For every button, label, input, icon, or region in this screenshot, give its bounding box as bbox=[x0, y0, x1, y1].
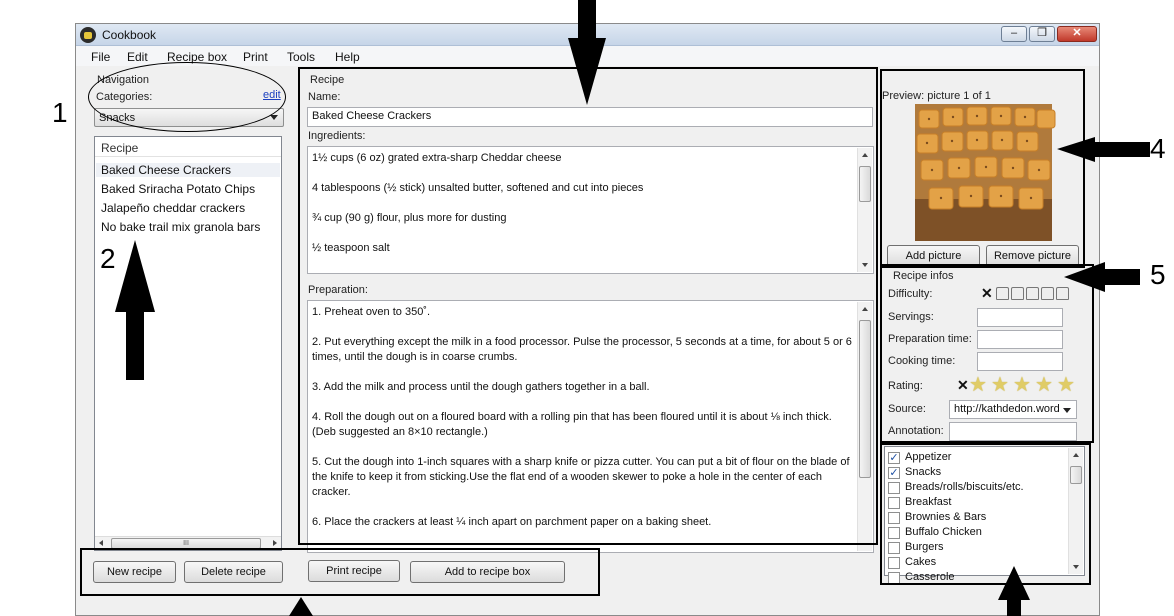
preparation-time-label: Preparation time: bbox=[888, 333, 972, 345]
ingredient-line: 1½ cups (6 oz) grated extra-sharp Cheddar cheese bbox=[312, 152, 562, 164]
preparation-step: 3. Add the milk and process until the dough gathers together in a ball. bbox=[312, 381, 650, 393]
checkbox-checked-icon[interactable]: ✓ bbox=[889, 467, 899, 479]
star-icon[interactable]: ★ bbox=[991, 374, 1009, 396]
callout-arrow-left-icon bbox=[1057, 137, 1150, 162]
ingredients-label: Ingredients: bbox=[308, 130, 366, 142]
menu-recipe-box[interactable]: Recipe box bbox=[167, 50, 228, 64]
star-icon[interactable]: ★ bbox=[969, 374, 987, 396]
callout-arrow-up-icon bbox=[289, 597, 313, 616]
menu-edit[interactable]: Edit bbox=[127, 50, 148, 64]
window-title: Cookbook bbox=[102, 28, 157, 42]
preparation-step: 5. Cut the dough into 1-inch squares with a sharp knife or pizza cutter. You can put a bit of flour on the blade of the knife to keep it from sticking.Use the flat end of a wooden skewer to poke a hole in the center of each cracker. bbox=[312, 456, 850, 498]
recipe-infos-label: Recipe infos bbox=[893, 270, 954, 282]
callout-number: 1 bbox=[52, 97, 68, 128]
category-label: Burgers bbox=[905, 541, 944, 553]
add-picture-button[interactable]: Add picture bbox=[887, 245, 980, 267]
print-recipe-button[interactable]: Print recipe bbox=[308, 560, 400, 582]
star-icon[interactable]: ★ bbox=[1035, 374, 1053, 396]
new-recipe-button[interactable]: New recipe bbox=[93, 561, 176, 583]
source-value: http://kathdedon.word bbox=[954, 403, 1060, 415]
edit-categories-link[interactable]: edit bbox=[263, 89, 281, 101]
navigation-group-label: Navigation bbox=[97, 74, 149, 86]
preview-label: Preview: picture 1 of 1 bbox=[882, 90, 991, 102]
menu-help[interactable]: Help bbox=[335, 50, 360, 64]
servings-label: Servings: bbox=[888, 311, 934, 323]
difficulty-label: Difficulty: bbox=[888, 288, 933, 300]
restore-button[interactable]: ❐ bbox=[1029, 26, 1055, 42]
recipe-group-label: Recipe bbox=[310, 74, 345, 86]
name-label: Name: bbox=[308, 91, 341, 103]
clear-difficulty-icon[interactable]: ✕ bbox=[981, 285, 993, 301]
cooking-time-label: Cooking time: bbox=[888, 355, 956, 367]
ingredient-line: 4 tablespoons (½ stick) unsalted butter, softened and cut into pieces bbox=[312, 182, 644, 194]
delete-recipe-button[interactable]: Delete recipe bbox=[184, 561, 283, 583]
categories-label: Categories: bbox=[96, 91, 153, 103]
callout-arrow-left-icon bbox=[1064, 262, 1140, 292]
preparation-step: 4. Roll the dough out on a floured board with a rolling pin that has been floured until it is about ⅛ inch thick. (Deb suggested an 8×10 rectangle.) bbox=[312, 411, 832, 438]
preparation-step: 1. Preheat oven to 350˚. bbox=[312, 306, 431, 318]
star-icon[interactable]: ★ bbox=[1013, 374, 1031, 396]
source-label: Source: bbox=[888, 403, 926, 415]
category-label: Brownies & Bars bbox=[905, 511, 987, 523]
category-label: Buffalo Chicken bbox=[905, 526, 982, 538]
category-label: Appetizer bbox=[905, 451, 952, 463]
callout-number: 5 bbox=[1150, 259, 1166, 290]
rating-label: Rating: bbox=[888, 380, 923, 392]
recipe-list-item[interactable]: No bake trail mix granola bars bbox=[101, 220, 261, 234]
recipe-list-item[interactable]: Jalapeño cheddar crackers bbox=[101, 201, 246, 215]
remove-picture-button[interactable]: Remove picture bbox=[986, 245, 1079, 267]
callout-arrow-up-icon bbox=[115, 240, 155, 380]
category-label: Breakfast bbox=[905, 496, 952, 508]
menu-tools[interactable]: Tools bbox=[287, 50, 316, 64]
menu-print[interactable]: Print bbox=[243, 50, 268, 64]
hscroll-thumb[interactable]: III bbox=[111, 538, 261, 549]
callout-arrow-up-icon bbox=[998, 566, 1030, 616]
callout-arrow-down-icon bbox=[568, 0, 606, 105]
recipe-list-header[interactable]: Recipe bbox=[95, 137, 281, 157]
annotation-label: Annotation: bbox=[888, 425, 944, 437]
recipe-name-value: Baked Cheese Crackers bbox=[312, 110, 432, 122]
callout-number: 4 bbox=[1150, 133, 1166, 164]
ingredient-line: ½ teaspoon salt bbox=[312, 242, 390, 254]
preparation-step: 6. Place the crackers at least ¼ inch apart on parchment paper on a baking sheet. bbox=[312, 516, 712, 528]
add-to-recipe-box-button[interactable]: Add to recipe box bbox=[410, 561, 565, 583]
ingredient-line: ¾ cup (90 g) flour, plus more for dusting bbox=[312, 212, 507, 224]
recipe-list-item[interactable]: Baked Cheese Crackers bbox=[96, 163, 280, 177]
callout-number: 2 bbox=[100, 243, 116, 274]
category-label: Casserole bbox=[905, 571, 955, 583]
preparation-label: Preparation: bbox=[308, 284, 368, 296]
checkbox-checked-icon[interactable]: ✓ bbox=[889, 452, 899, 464]
recipe-list-item[interactable]: Baked Sriracha Potato Chips bbox=[101, 182, 256, 196]
category-label: Cakes bbox=[905, 556, 937, 568]
category-dropdown-value: Snacks bbox=[99, 112, 136, 124]
close-button[interactable]: ✕ bbox=[1057, 26, 1097, 42]
category-label: Snacks bbox=[905, 466, 942, 478]
category-label: Breads/rolls/biscuits/etc. bbox=[905, 481, 1024, 493]
star-icon[interactable]: ★ bbox=[1057, 374, 1075, 396]
menu-file[interactable]: File bbox=[91, 50, 111, 64]
clear-rating-icon[interactable]: ✕ bbox=[957, 377, 969, 393]
preparation-step: 2. Put everything except the milk in a food processor. Pulse the processor, 5 seconds at a time, for about 5 or 6 times, until the dough is in coarse crumbs. bbox=[312, 336, 852, 363]
minimize-button[interactable]: – bbox=[1001, 26, 1027, 42]
